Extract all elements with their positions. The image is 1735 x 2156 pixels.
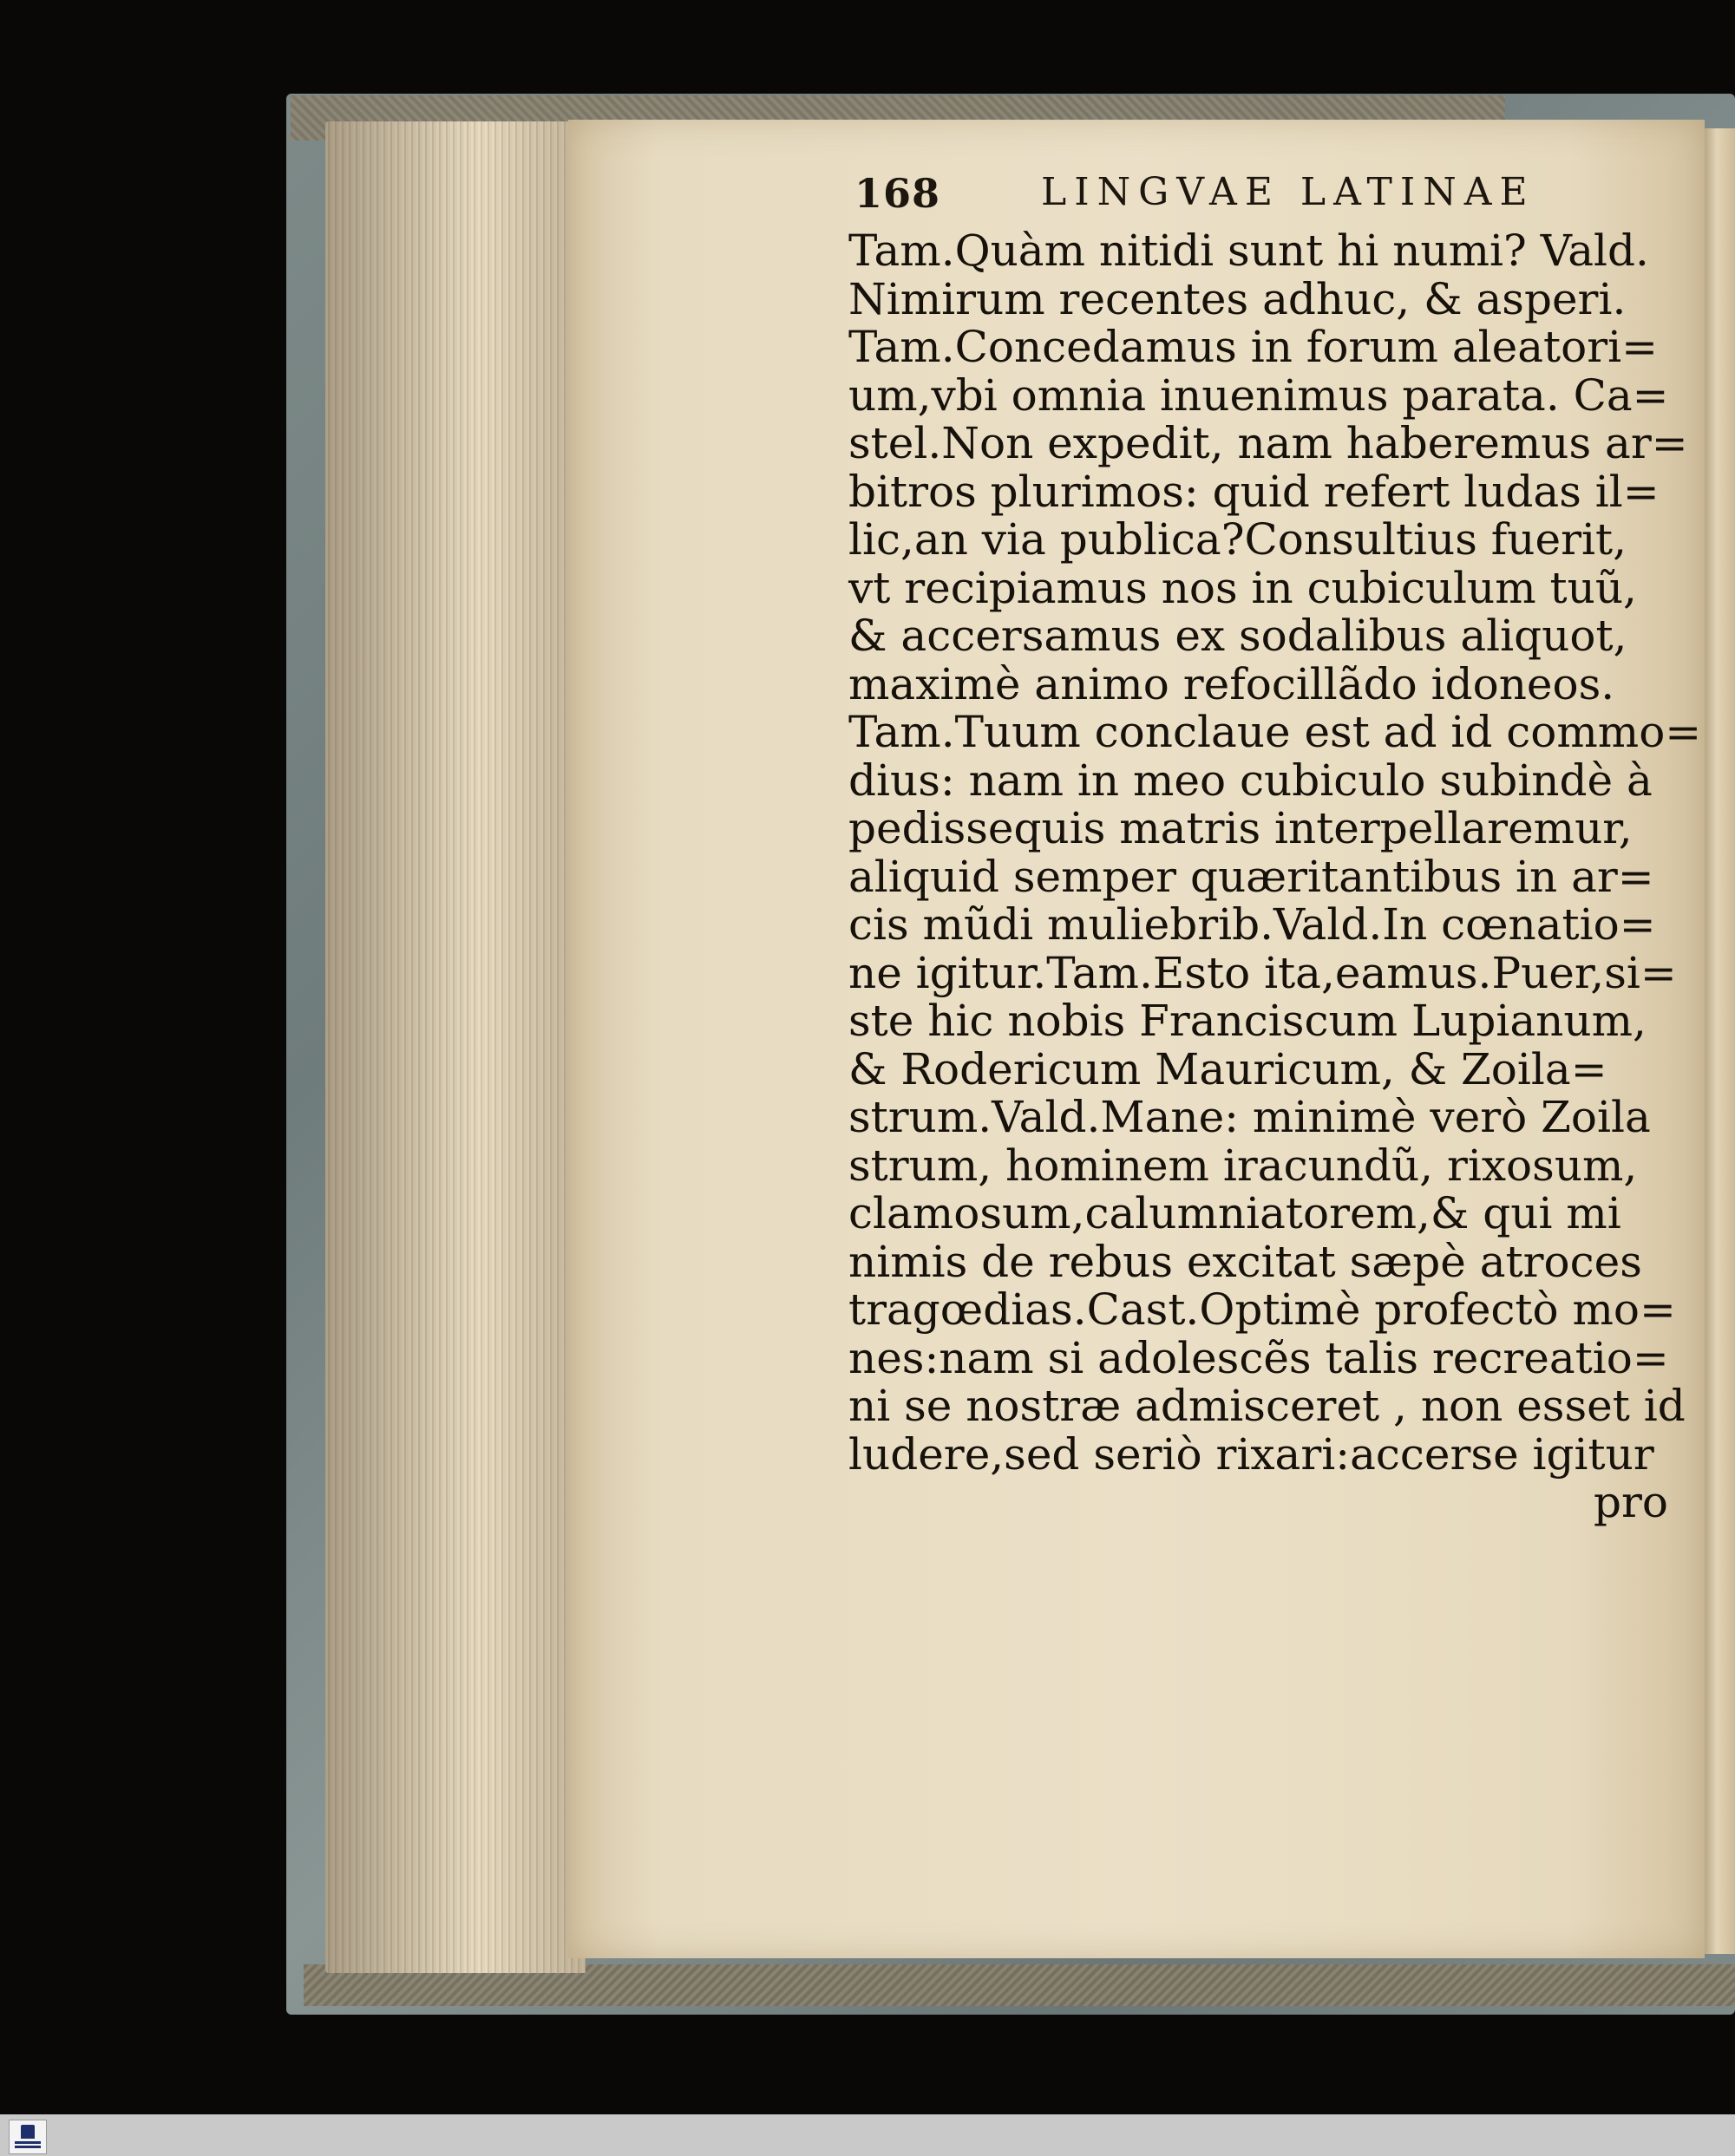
catchword: pro	[1593, 1477, 1668, 1527]
text-line: maximè animo refocillãdo idoneos.	[848, 658, 1615, 709]
text-line: ni se nostræ admisceret , non esset id	[848, 1381, 1686, 1431]
page-number: 168	[854, 170, 941, 217]
text-line: cis mũdi muliebrib.Vald.In cœnatio=	[848, 899, 1656, 950]
text-line: aliquid semper quæritantibus in ar=	[848, 851, 1654, 902]
text-line: dius: nam in meo cubiculo subindè à	[848, 755, 1653, 806]
text-line: stel.Non expedit, nam haberemus ar=	[848, 418, 1688, 468]
text-line: Tam.Quàm nitidi sunt hi numi? Vald.	[848, 225, 1649, 276]
text-line: Nimirum recentes adhuc, & asperi.	[848, 273, 1627, 324]
text-line: Tam.Concedamus in forum aleatori=	[848, 322, 1659, 372]
text-line: vt recipiamus nos in cubiculum tuũ,	[848, 562, 1637, 613]
text-line: pedissequis matris interpellaremur,	[848, 803, 1633, 853]
running-head: LINGVAE LATINAE	[1041, 170, 1535, 214]
text-line: ste hic nobis Franciscum Lupianum,	[848, 996, 1647, 1046]
text-block	[848, 225, 1702, 1527]
text-line: strum, hominem iracundũ, rixosum,	[848, 1140, 1638, 1191]
facing-page-edge	[1705, 128, 1735, 1954]
text-line: bitros plurimos: quid refert ludas il=	[848, 466, 1660, 517]
text-line: clamosum,calumniatorem,& qui mi	[848, 1188, 1621, 1238]
text-line: nimis de rebus excitat sæpè atroces	[848, 1236, 1642, 1287]
page-edges-shade	[325, 121, 586, 1973]
text-line: strum.Vald.Mane: minimè verò Zoila	[848, 1092, 1651, 1142]
library-logo-icon[interactable]	[9, 2120, 47, 2154]
text-line: lic,an via publica?Consultius fuerit,	[848, 514, 1627, 565]
text-line: tragœdias.Cast.Optimè profectò mo=	[848, 1284, 1676, 1335]
text-line: ludere,sed seriò rixari:accerse igitur	[848, 1428, 1654, 1480]
text-line: um,vbi omnia inuenimus parata. Ca=	[848, 369, 1669, 421]
page-header	[854, 170, 1687, 231]
text-line: & Rodericum Mauricum, & Zoila=	[848, 1043, 1607, 1094]
text-line: ne igitur.Tam.Esto ita,eamus.Puer,si=	[848, 947, 1677, 998]
text-line: & accersamus ex sodalibus aliquot,	[848, 611, 1627, 661]
text-line: Tam.Tuum conclaue est ad id commo=	[848, 707, 1702, 757]
text-line: nes:nam si adolescẽs talis recreatio=	[848, 1332, 1669, 1383]
viewer-bottom-bar	[0, 2114, 1735, 2156]
